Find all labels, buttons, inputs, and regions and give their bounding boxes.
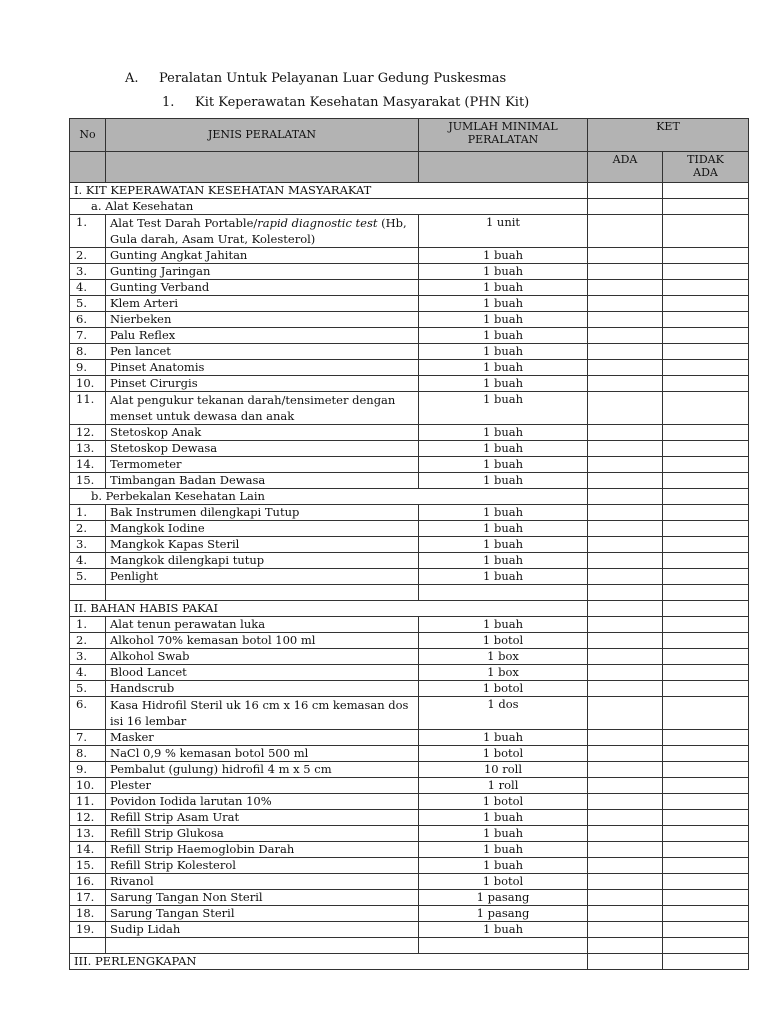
item-name: Gunting Verband <box>106 280 419 296</box>
empty-cell <box>588 697 663 730</box>
table-row <box>70 617 749 633</box>
table-header-row <box>70 119 749 152</box>
item-qty: 1 buah <box>419 312 588 328</box>
empty-cell <box>663 473 749 489</box>
item-name-part: Alat Test Darah Portable/ <box>110 216 258 230</box>
item-qty: 1 botol <box>419 681 588 697</box>
table-row <box>70 778 749 794</box>
empty-cell <box>663 922 749 938</box>
item-qty: 10 roll <box>419 762 588 778</box>
empty-cell <box>663 842 749 858</box>
empty-cell <box>588 537 663 553</box>
empty-cell <box>663 248 749 264</box>
item-no: 12. <box>70 810 106 826</box>
empty-cell <box>663 890 749 906</box>
item-name: NaCl 0,9 % kemasan botol 500 ml <box>106 746 419 762</box>
empty-cell <box>588 457 663 473</box>
empty-cell <box>663 569 749 585</box>
item-no: 7. <box>70 328 106 344</box>
item-no: 9. <box>70 762 106 778</box>
blank-row <box>70 938 749 954</box>
empty-cell <box>588 794 663 810</box>
item-name: Klem Arteri <box>106 296 419 312</box>
subheader-empty-jumlah <box>419 152 588 183</box>
empty-cell <box>663 521 749 537</box>
empty-cell <box>419 585 588 601</box>
empty-cell <box>588 473 663 489</box>
item-qty: 1 buah <box>419 537 588 553</box>
empty-cell <box>588 762 663 778</box>
item-name: Alkohol Swab <box>106 649 419 665</box>
item-no: 12. <box>70 425 106 441</box>
empty-cell <box>106 585 419 601</box>
item-qty: 1 buah <box>419 296 588 312</box>
table-row <box>70 810 749 826</box>
item-no: 10. <box>70 778 106 794</box>
empty-cell <box>663 906 749 922</box>
item-qty: 1 box <box>419 665 588 681</box>
table-row <box>70 730 749 746</box>
empty-cell <box>663 794 749 810</box>
item-no: 1. <box>70 617 106 633</box>
empty-cell <box>588 874 663 890</box>
subsection-row-b-label: b. Perbekalan Kesehatan Lain <box>70 489 588 505</box>
empty-cell <box>663 746 749 762</box>
table-row <box>70 826 749 842</box>
empty-cell <box>663 553 749 569</box>
empty-cell <box>588 376 663 392</box>
empty-cell <box>663 360 749 376</box>
table-row <box>70 633 749 649</box>
item-name: Blood Lancet <box>106 665 419 681</box>
item-no: 9. <box>70 360 106 376</box>
item-no: 17. <box>70 890 106 906</box>
item-name: Mangkok Iodine <box>106 521 419 537</box>
item-name: Pen lancet <box>106 344 419 360</box>
table-row <box>70 425 749 441</box>
empty-cell <box>663 441 749 457</box>
item-no: 5. <box>70 296 106 312</box>
item-name: Refill Strip Asam Urat <box>106 810 419 826</box>
item-qty: 1 buah <box>419 360 588 376</box>
empty-cell <box>663 489 749 505</box>
section-row-1-label: I. KIT KEPERAWATAN KESEHATAN MASYARAKAT <box>70 183 588 199</box>
table-row <box>70 248 749 264</box>
item-qty: 1 botol <box>419 874 588 890</box>
item-qty: 1 buah <box>419 553 588 569</box>
item-no: 18. <box>70 906 106 922</box>
item-name: Sudip Lidah <box>106 922 419 938</box>
empty-cell <box>663 617 749 633</box>
empty-cell <box>663 778 749 794</box>
item-qty: 1 roll <box>419 778 588 794</box>
header-ada: ADA <box>588 152 663 183</box>
item-no: 3. <box>70 537 106 553</box>
item-name: Refill Strip Glukosa <box>106 826 419 842</box>
empty-cell <box>663 328 749 344</box>
empty-cell <box>663 633 749 649</box>
empty-cell <box>588 810 663 826</box>
item-no: 8. <box>70 344 106 360</box>
empty-cell <box>588 248 663 264</box>
subsection-row-a <box>70 199 749 215</box>
item-no: 2. <box>70 248 106 264</box>
subsection-row-a-label: a. Alat Kesehatan <box>70 199 588 215</box>
table-row <box>70 521 749 537</box>
item-qty: 1 botol <box>419 633 588 649</box>
empty-cell <box>663 264 749 280</box>
empty-cell <box>588 215 663 248</box>
heading-a-label: A. <box>125 71 139 86</box>
item-no: 6. <box>70 312 106 328</box>
empty-cell <box>588 264 663 280</box>
empty-cell <box>588 553 663 569</box>
table-row <box>70 376 749 392</box>
item-name: Povidon Iodida larutan 10% <box>106 794 419 810</box>
item-name: Refill Strip Haemoglobin Darah <box>106 842 419 858</box>
item-qty: 1 buah <box>419 248 588 264</box>
heading-1-label: 1. <box>162 95 175 110</box>
item-name: Alkohol 70% kemasan botol 100 ml <box>106 633 419 649</box>
empty-cell <box>663 505 749 521</box>
table-row <box>70 537 749 553</box>
empty-cell <box>663 280 749 296</box>
empty-cell <box>588 954 663 970</box>
item-qty: 1 botol <box>419 794 588 810</box>
table-row <box>70 890 749 906</box>
table-row <box>70 553 749 569</box>
item-name: Timbangan Badan Dewasa <box>106 473 419 489</box>
empty-cell <box>663 826 749 842</box>
empty-cell <box>588 425 663 441</box>
item-no: 15. <box>70 858 106 874</box>
header-no: No <box>70 119 106 152</box>
item-no: 13. <box>70 441 106 457</box>
empty-cell <box>588 489 663 505</box>
empty-cell <box>588 312 663 328</box>
empty-cell <box>663 874 749 890</box>
item-name: Stetoskop Dewasa <box>106 441 419 457</box>
header-ket: KET <box>588 119 749 152</box>
item-qty: 1 buah <box>419 328 588 344</box>
table-row <box>70 505 749 521</box>
item-no: 4. <box>70 665 106 681</box>
item-no: 5. <box>70 681 106 697</box>
empty-cell <box>588 296 663 312</box>
empty-cell <box>588 665 663 681</box>
table-row <box>70 906 749 922</box>
item-no: 4. <box>70 553 106 569</box>
section-row-3-label: III. PERLENGKAPAN <box>70 954 588 970</box>
empty-cell <box>663 392 749 425</box>
empty-cell <box>663 858 749 874</box>
empty-cell <box>588 778 663 794</box>
item-qty: 1 buah <box>419 344 588 360</box>
subheader-empty-no <box>70 152 106 183</box>
empty-cell <box>663 730 749 746</box>
table-row <box>70 665 749 681</box>
item-no: 14. <box>70 457 106 473</box>
empty-cell <box>588 344 663 360</box>
table-row <box>70 681 749 697</box>
empty-cell <box>663 537 749 553</box>
empty-cell <box>588 392 663 425</box>
heading-1-text: Kit Keperawatan Kesehatan Masyarakat (PHN Kit) <box>195 95 530 110</box>
empty-cell <box>663 601 749 617</box>
empty-cell <box>588 746 663 762</box>
item-name: Alat tenun perawatan luka <box>106 617 419 633</box>
item-qty: 1 buah <box>419 922 588 938</box>
table-subheader-row <box>70 152 749 183</box>
heading-a-text: Peralatan Untuk Pelayanan Luar Gedung Puskesmas <box>159 71 507 86</box>
empty-cell <box>663 681 749 697</box>
item-qty: 1 buah <box>419 505 588 521</box>
item-name <box>106 215 419 248</box>
blank-row <box>70 585 749 601</box>
empty-cell <box>588 360 663 376</box>
empty-cell <box>663 585 749 601</box>
table-row <box>70 457 749 473</box>
table-row <box>70 842 749 858</box>
empty-cell <box>588 617 663 633</box>
empty-cell <box>588 569 663 585</box>
item-qty: 1 buah <box>419 569 588 585</box>
subsection-row-b <box>70 489 749 505</box>
item-qty: 1 buah <box>419 441 588 457</box>
item-no: 6. <box>70 697 106 730</box>
item-name: Bak Instrumen dilengkapi Tutup <box>106 505 419 521</box>
item-name: Penlight <box>106 569 419 585</box>
item-qty: 1 buah <box>419 826 588 842</box>
empty-cell <box>588 730 663 746</box>
empty-cell <box>588 858 663 874</box>
item-qty: 1 botol <box>419 746 588 762</box>
item-name: Pinset Cirurgis <box>106 376 419 392</box>
table-row <box>70 922 749 938</box>
empty-cell <box>588 890 663 906</box>
item-no: 11. <box>70 392 106 425</box>
item-qty: 1 unit <box>419 215 588 248</box>
empty-cell <box>663 376 749 392</box>
item-name: Gunting Angkat Jahitan <box>106 248 419 264</box>
empty-cell <box>588 505 663 521</box>
item-no: 19. <box>70 922 106 938</box>
empty-cell <box>663 810 749 826</box>
table-row <box>70 215 749 248</box>
item-qty: 1 buah <box>419 810 588 826</box>
empty-cell <box>588 842 663 858</box>
empty-cell <box>588 183 663 199</box>
table-row <box>70 280 749 296</box>
item-no: 10. <box>70 376 106 392</box>
empty-cell <box>663 697 749 730</box>
empty-cell <box>70 585 106 601</box>
item-name: Kasa Hidrofil Steril uk 16 cm x 16 cm kemasan dos isi 16 lembar <box>106 697 419 730</box>
section-heading-1 <box>162 95 529 110</box>
empty-cell <box>588 826 663 842</box>
item-no: 8. <box>70 746 106 762</box>
item-qty: 1 buah <box>419 376 588 392</box>
empty-cell <box>663 312 749 328</box>
empty-cell <box>70 938 106 954</box>
item-name-italic: rapid diagnostic test <box>257 216 378 230</box>
table-row <box>70 344 749 360</box>
empty-cell <box>663 199 749 215</box>
empty-cell <box>663 649 749 665</box>
item-no: 2. <box>70 521 106 537</box>
table-body <box>70 183 749 970</box>
table-row <box>70 328 749 344</box>
table-row <box>70 858 749 874</box>
item-no: 4. <box>70 280 106 296</box>
item-name: Stetoskop Anak <box>106 425 419 441</box>
table-row <box>70 360 749 376</box>
empty-cell <box>588 681 663 697</box>
item-qty: 1 buah <box>419 473 588 489</box>
item-no: 16. <box>70 874 106 890</box>
empty-cell <box>588 938 663 954</box>
item-qty: 1 buah <box>419 457 588 473</box>
empty-cell <box>588 280 663 296</box>
subheader-empty-jenis <box>106 152 419 183</box>
empty-cell <box>663 425 749 441</box>
empty-cell <box>588 633 663 649</box>
item-name: Termometer <box>106 457 419 473</box>
item-qty: 1 buah <box>419 617 588 633</box>
empty-cell <box>663 665 749 681</box>
table-row <box>70 312 749 328</box>
item-qty: 1 buah <box>419 858 588 874</box>
empty-cell <box>588 521 663 537</box>
item-name: Handscrub <box>106 681 419 697</box>
item-qty: 1 buah <box>419 425 588 441</box>
empty-cell <box>588 585 663 601</box>
table-row <box>70 794 749 810</box>
header-jenis-peralatan: JENIS PERALATAN <box>106 119 419 152</box>
item-name: Sarung Tangan Non Steril <box>106 890 419 906</box>
empty-cell <box>663 457 749 473</box>
table-row <box>70 746 749 762</box>
item-name: Mangkok dilengkapi tutup <box>106 553 419 569</box>
item-name: Mangkok Kapas Steril <box>106 537 419 553</box>
empty-cell <box>588 906 663 922</box>
item-name: Sarung Tangan Steril <box>106 906 419 922</box>
table-row <box>70 473 749 489</box>
item-qty: 1 buah <box>419 264 588 280</box>
section-heading-a <box>125 71 506 86</box>
section-row-2 <box>70 601 749 617</box>
equipment-table <box>69 118 749 970</box>
table-row <box>70 392 749 425</box>
table-row <box>70 874 749 890</box>
item-no: 15. <box>70 473 106 489</box>
table-row <box>70 441 749 457</box>
empty-cell <box>663 183 749 199</box>
table-row <box>70 649 749 665</box>
section-row-2-label: II. BAHAN HABIS PAKAI <box>70 601 588 617</box>
empty-cell <box>588 328 663 344</box>
item-no: 14. <box>70 842 106 858</box>
empty-cell <box>419 938 588 954</box>
empty-cell <box>588 922 663 938</box>
item-name: Pembalut (gulung) hidrofil 4 m x 5 cm <box>106 762 419 778</box>
item-no: 3. <box>70 264 106 280</box>
empty-cell <box>588 441 663 457</box>
item-no: 5. <box>70 569 106 585</box>
item-no: 13. <box>70 826 106 842</box>
empty-cell <box>663 296 749 312</box>
item-qty: 1 buah <box>419 280 588 296</box>
empty-cell <box>663 215 749 248</box>
table-row <box>70 697 749 730</box>
empty-cell <box>588 649 663 665</box>
item-no: 3. <box>70 649 106 665</box>
item-qty: 1 dos <box>419 697 588 730</box>
empty-cell <box>663 954 749 970</box>
table-row <box>70 762 749 778</box>
item-qty: 1 box <box>419 649 588 665</box>
item-name: Rivanol <box>106 874 419 890</box>
item-name: Plester <box>106 778 419 794</box>
item-qty: 1 buah <box>419 730 588 746</box>
item-name: Refill Strip Kolesterol <box>106 858 419 874</box>
empty-cell <box>588 601 663 617</box>
item-name: Pinset Anatomis <box>106 360 419 376</box>
item-no: 7. <box>70 730 106 746</box>
empty-cell <box>663 344 749 360</box>
item-qty: 1 pasang <box>419 906 588 922</box>
header-tidak-ada: TIDAK ADA <box>663 152 749 183</box>
item-name: Nierbeken <box>106 312 419 328</box>
item-no: 2. <box>70 633 106 649</box>
item-name: Gunting Jaringan <box>106 264 419 280</box>
item-qty: 1 pasang <box>419 890 588 906</box>
table-row <box>70 264 749 280</box>
empty-cell <box>106 938 419 954</box>
table-row <box>70 569 749 585</box>
item-name-rest: (Hb, Gula darah, Asam Urat, Kolesterol) <box>110 216 407 246</box>
empty-cell <box>588 199 663 215</box>
empty-cell <box>663 762 749 778</box>
section-row-1 <box>70 183 749 199</box>
header-jumlah-minimal: JUMLAH MINIMAL PERALATAN <box>419 119 588 152</box>
item-name: Alat pengukur tekanan darah/tensimeter dengan menset untuk dewasa dan anak <box>106 392 419 425</box>
item-no: 1. <box>70 505 106 521</box>
table-row <box>70 296 749 312</box>
item-qty: 1 buah <box>419 842 588 858</box>
item-no: 1. <box>70 215 106 248</box>
empty-cell <box>663 938 749 954</box>
section-row-3 <box>70 954 749 970</box>
item-name: Palu Reflex <box>106 328 419 344</box>
item-no: 11. <box>70 794 106 810</box>
item-qty: 1 buah <box>419 521 588 537</box>
item-name: Masker <box>106 730 419 746</box>
item-qty: 1 buah <box>419 392 588 425</box>
